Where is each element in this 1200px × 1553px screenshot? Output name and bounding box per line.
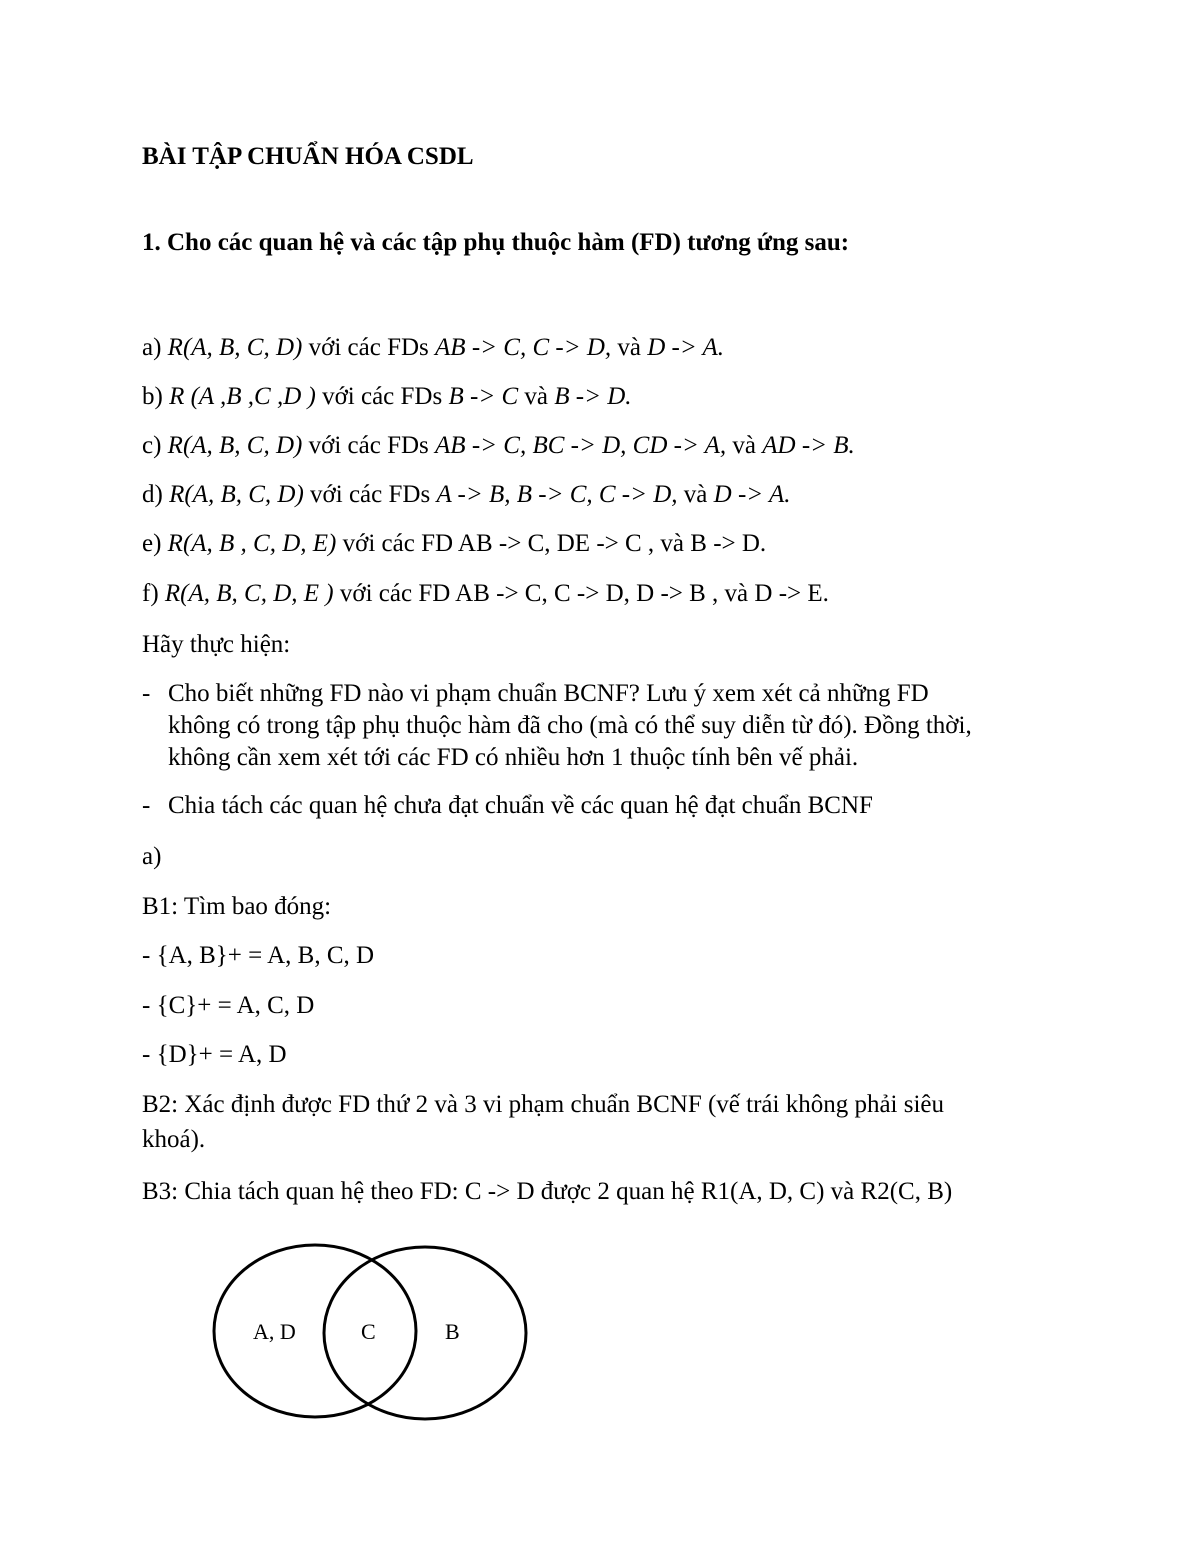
fd-list: AB -> C, BC -> D, CD -> A, xyxy=(435,432,727,459)
relation: R(A, B, C, D) xyxy=(167,334,303,361)
bullet-item xyxy=(168,790,1088,822)
item-c xyxy=(142,430,855,462)
relation: R(A, B , C, D, E) xyxy=(167,530,337,557)
item-label: e) xyxy=(142,530,162,557)
relation: R(A, B, C, D, E ) xyxy=(164,580,334,607)
venn-circle-r2 xyxy=(324,1247,526,1419)
item-label: d) xyxy=(142,481,163,508)
item-a xyxy=(142,332,724,364)
relation: R(A, B, C, D) xyxy=(167,432,303,459)
bullet-dash: - xyxy=(142,680,151,707)
page-title: BÀI TẬP CHUẨN HÓA CSDL xyxy=(142,143,474,170)
closure-c: - {C}+ = A, C, D xyxy=(142,992,315,1019)
item-e xyxy=(142,528,766,560)
fd-last: D -> A. xyxy=(713,481,791,508)
item-b xyxy=(142,381,632,413)
fd-last: AD -> B. xyxy=(762,432,855,459)
step-b2-cont: khoá). xyxy=(142,1126,206,1153)
fd-list: A -> B, B -> C, C -> D, xyxy=(436,481,678,508)
item-mid: với các FDs xyxy=(308,334,429,361)
closure-ab: - {A, B}+ = A, B, C, D xyxy=(142,942,375,969)
step-b1: B1: Tìm bao đóng: xyxy=(142,893,332,920)
item-rest: với các FD AB -> C, C -> D, D -> B , và D -> E. xyxy=(339,580,829,607)
bullet-line: không cần xem xét tới các FD có nhiều hơn 1 thuộc tính bên vế phải. xyxy=(168,744,859,771)
fd-list: B -> C xyxy=(448,383,519,410)
relation: R (A ,B ,C ,D ) xyxy=(169,383,316,410)
closure-d: - {D}+ = A, D xyxy=(142,1041,287,1068)
item-mid: với các FDs xyxy=(310,481,431,508)
venn-diagram xyxy=(200,1232,540,1432)
bullet-item xyxy=(168,678,1088,774)
item-va: và xyxy=(683,481,708,508)
fd-last: B -> D. xyxy=(554,383,632,410)
fd-last: D -> A. xyxy=(647,334,725,361)
bullet-line: không có trong tập phụ thuộc hàm đã cho (mà có thể suy diễn từ đó). Đồng thời, xyxy=(168,712,972,739)
item-mid: với các FDs xyxy=(308,432,429,459)
step-b2: B2: Xác định được FD thứ 2 và 3 vi phạm chuẩn BCNF (vế trái không phải siêu xyxy=(142,1091,945,1118)
venn-left-label: A, D xyxy=(253,1319,296,1344)
step-b3: B3: Chia tách quan hệ theo FD: C -> D được 2 quan hệ R1(A, D, C) và R2(C, B) xyxy=(142,1178,953,1205)
item-label: b) xyxy=(142,383,163,410)
item-d xyxy=(142,479,790,511)
item-label: a) xyxy=(142,334,162,361)
item-label: f) xyxy=(142,580,159,607)
venn-middle-label: C xyxy=(361,1319,376,1344)
item-va: và xyxy=(732,432,756,459)
item-mid: với các FDs xyxy=(322,383,443,410)
venn-circle-r1 xyxy=(214,1245,416,1417)
bullet-line: Chia tách các quan hệ chưa đạt chuẩn về các quan hệ đạt chuẩn BCNF xyxy=(168,792,873,819)
item-f xyxy=(142,578,829,610)
item-rest: với các FD AB -> C, DE -> C , và B -> D. xyxy=(342,530,767,557)
item-label: c) xyxy=(142,432,162,459)
relation: R(A, B, C, D) xyxy=(169,481,304,508)
venn-right-label: B xyxy=(445,1319,460,1344)
fd-list: AB -> C, C -> D, xyxy=(435,334,612,361)
item-va: và xyxy=(524,383,548,410)
question-heading: 1. Cho các quan hệ và các tập phụ thuộc hàm (FD) tương ứng sau: xyxy=(142,229,850,256)
bullet-line: Cho biết những FD nào vi phạm chuẩn BCNF? Lưu ý xem xét cả những FD xyxy=(168,680,929,707)
task-intro: Hãy thực hiện: xyxy=(142,631,291,658)
item-va: và xyxy=(617,334,641,361)
solution-part-label: a) xyxy=(142,843,162,870)
bullet-dash: - xyxy=(142,792,151,819)
